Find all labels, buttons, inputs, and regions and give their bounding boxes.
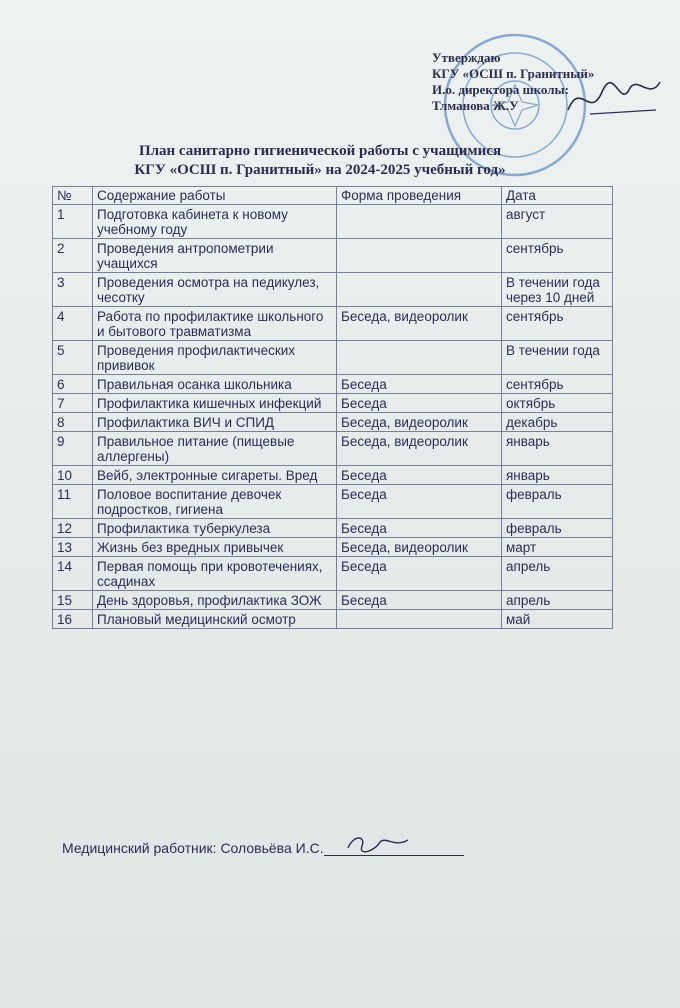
table-header-row [53,187,613,205]
row-date: январь [502,432,613,466]
row-number: 1 [53,205,93,239]
row-date: февраль [502,485,613,519]
row-date: май [502,610,613,629]
row-form [337,610,502,629]
row-content: Работа по профилактике школьного и бытового травматизма [93,307,337,341]
row-form [337,239,502,273]
row-number: 2 [53,239,93,273]
row-number: 12 [53,519,93,538]
row-number: 11 [53,485,93,519]
row-number: 5 [53,341,93,375]
row-content: День здоровья, профилактика ЗОЖ [93,591,337,610]
row-form: Беседа, видеоролик [337,307,502,341]
row-form: Беседа [337,466,502,485]
header-date: Дата [502,187,613,205]
row-form: Беседа [337,394,502,413]
row-content: Профилактика ВИЧ и СПИД [93,413,337,432]
table-row [53,205,613,239]
approval-line-4: Тлманова Ж.У [432,98,519,113]
header-number: № [53,187,93,205]
row-date: октябрь [502,394,613,413]
table-row [53,610,613,629]
row-date: сентябрь [502,307,613,341]
page-title [60,142,580,180]
table-row [53,239,613,273]
table-row [53,307,613,341]
medical-worker-label: Медицинский работник: Соловьёва И.С. [62,840,324,856]
table-row [53,538,613,557]
table-row [53,466,613,485]
signature-line [324,840,464,856]
row-number: 10 [53,466,93,485]
row-form: Беседа, видеоролик [337,538,502,557]
table-row [53,557,613,591]
row-number: 13 [53,538,93,557]
row-date: сентябрь [502,239,613,273]
row-content: Проведения осмотра на педикулез, чесотку [93,273,337,307]
row-form: Беседа, видеоролик [337,432,502,466]
table-row [53,519,613,538]
director-signature [560,70,670,130]
approval-line-3: И.о. директора школы: [432,82,570,97]
table-row [53,413,613,432]
row-content: Профилактика туберкулеза [93,519,337,538]
row-content: Правильное питание (пищевые аллергены) [93,432,337,466]
medical-worker-signature [344,832,414,856]
title-line-2: КГУ «ОСШ п. Гранитный» на 2024-2025 учебный год» [134,162,506,178]
row-number: 4 [53,307,93,341]
row-form: Беседа [337,519,502,538]
row-form: Беседа [337,375,502,394]
row-number: 16 [53,610,93,629]
approval-line-2: КГУ «ОСШ п. Гранитный» [432,66,595,81]
row-date: апрель [502,591,613,610]
table-row [53,273,613,307]
header-content: Содержание работы [93,187,337,205]
approval-line-1: Утверждаю [432,50,501,65]
row-form: Беседа, видеоролик [337,413,502,432]
row-date: февраль [502,519,613,538]
row-content: Проведения антропометрии учащихся [93,239,337,273]
row-content: Плановый медицинский осмотр [93,610,337,629]
row-number: 7 [53,394,93,413]
row-form [337,273,502,307]
row-form: Беседа [337,485,502,519]
row-content: Профилактика кишечных инфекций [93,394,337,413]
row-content: Первая помощь при кровотечениях, ссадинах [93,557,337,591]
row-number: 9 [53,432,93,466]
row-form [337,341,502,375]
row-date: август [502,205,613,239]
row-date: В течении года через 10 дней [502,273,613,307]
row-content: Жизнь без вредных привычек [93,538,337,557]
table-row [53,591,613,610]
row-date: декабрь [502,413,613,432]
title-line-1: План санитарно гигиенической работы с учащимися [138,143,502,159]
header-form: Форма проведения [337,187,502,205]
row-date: сентябрь [502,375,613,394]
row-number: 14 [53,557,93,591]
row-date: В течении года [502,341,613,375]
row-content: Подготовка кабинета к новому учебному году [93,205,337,239]
table-row [53,375,613,394]
row-form: Беседа [337,557,502,591]
table-row [53,341,613,375]
row-content: Вейб, электронные сигареты. Вред [93,466,337,485]
row-number: 3 [53,273,93,307]
table-row [53,394,613,413]
row-date: март [502,538,613,557]
row-form: Беседа [337,591,502,610]
row-content: Половое воспитание девочек подростков, гигиена [93,485,337,519]
plan-table [52,186,613,629]
row-content: Правильная осанка школьника [93,375,337,394]
row-number: 8 [53,413,93,432]
table-row [53,485,613,519]
row-form [337,205,502,239]
table-row [53,432,613,466]
row-number: 6 [53,375,93,394]
row-number: 15 [53,591,93,610]
row-content: Проведения профилактических прививок [93,341,337,375]
row-date: апрель [502,557,613,591]
row-date: январь [502,466,613,485]
footer-signature-line [62,840,464,856]
